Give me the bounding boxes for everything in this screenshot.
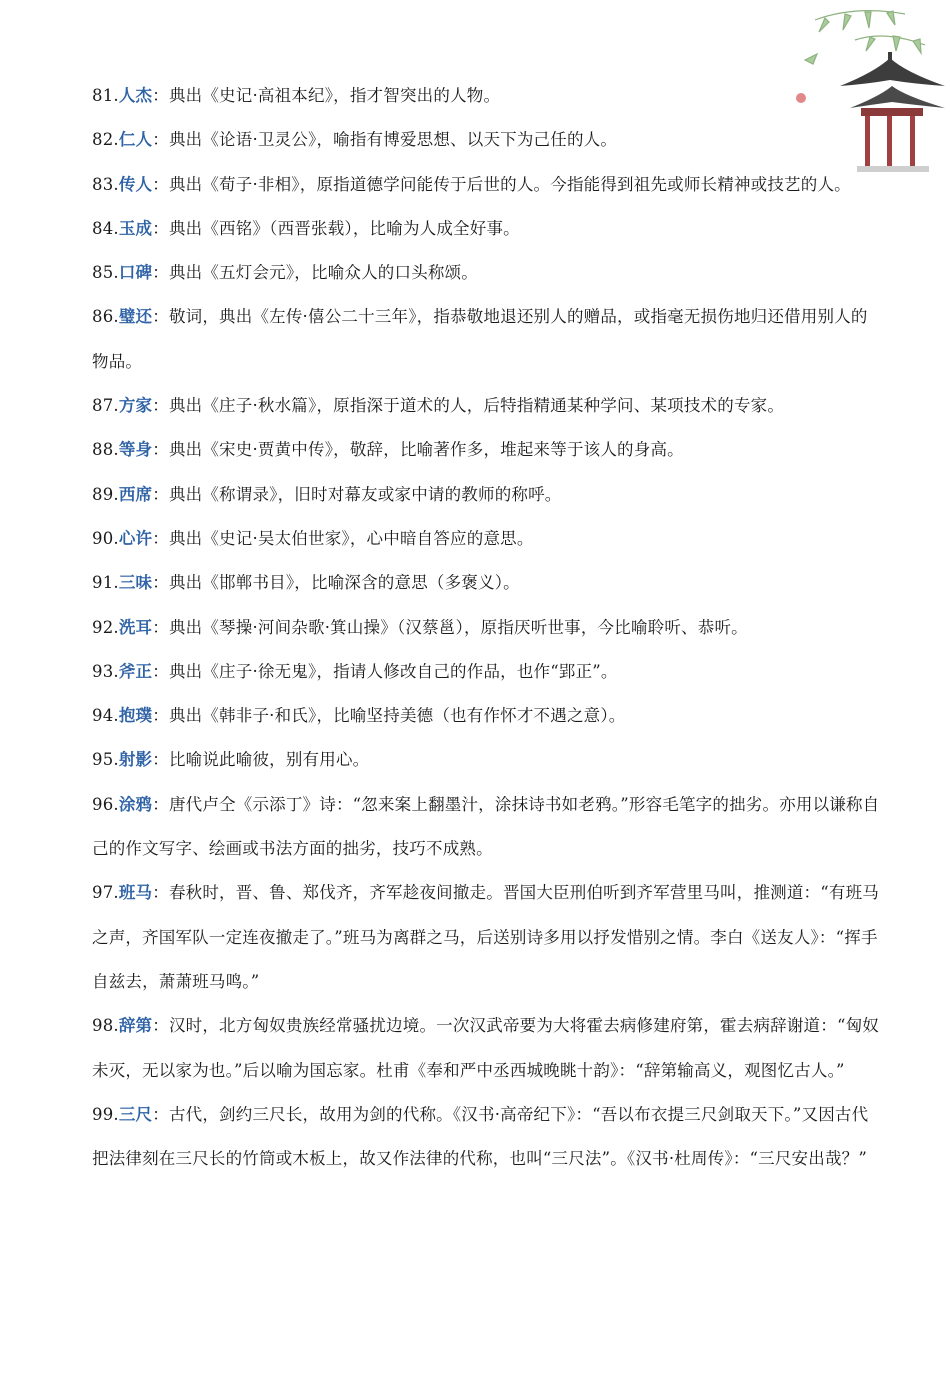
definition-text: ：典出《宋史·贾黄中传》，敬辞，比喻著作多，堆起来等于该人的身高。 bbox=[152, 440, 684, 460]
list-item: 90.心许：典出《史记·吴太伯世家》，心中暗自答应的意思。 bbox=[92, 528, 534, 548]
term-label: 传人 bbox=[118, 174, 153, 194]
term-label: 璧还 bbox=[118, 307, 153, 327]
list-item: 87.方家：典出《庄子·秋水篇》，原指深于道术的人，后特指精通某种学问、某项技术的专家。 bbox=[92, 396, 785, 416]
list-item: 83.传人：典出《荀子·非相》，原指道德学问能传于后世的人。今指能得到祖先或师长精神或技艺的人。 bbox=[92, 174, 851, 194]
definition-text: ：敬词，典出《左传·僖公二十三年》，指恭敬地退还别人的赠品，或指毫无损伤地归还借用别人的物品。 bbox=[92, 307, 868, 371]
idiom-list bbox=[92, 74, 882, 1181]
term-label: 玉成 bbox=[118, 218, 153, 238]
list-item: 96.涂鸦：唐代卢仝《示添丁》诗：“忽来案上翻墨汁，涂抹诗书如老鸦。”形容毛笔字的拙劣。亦用以谦称自己的作文写字、绘画或书法方面的拙劣，技巧不成熟。 bbox=[92, 794, 880, 859]
definition-text: ：典出《荀子·非相》，原指道德学问能传于后世的人。今指能得到祖先或师长精神或技艺的人。 bbox=[152, 174, 851, 194]
definition-text: ：典出《称谓录》，旧时对幕友或家中请的教师的称呼。 bbox=[152, 484, 562, 504]
definition-text: ：典出《论语·卫灵公》，喻指有博爱思想、以天下为己任的人。 bbox=[152, 130, 618, 150]
list-item: 95.射影：比喻说此喻彼，别有用心。 bbox=[92, 750, 370, 770]
list-item: 92.洗耳：典出《琴操·河间杂歌·箕山操》（汉蔡邕），原指厌听世事，今比喻聆听、恭听。 bbox=[92, 617, 748, 637]
term-label: 心许 bbox=[118, 528, 153, 548]
list-item: 99.三尺：古代，剑约三尺长，故用为剑的代称。《汉书·高帝纪下》：“吾以布衣提三尺剑取天下。”又因古代把法律刻在三尺长的竹筒或木板上，故又作法律的代称，也叫“三尺法”。《汉书·杜周传》：“三尺安出哉？” bbox=[92, 1104, 869, 1169]
list-item: 89.西席：典出《称谓录》，旧时对幕友或家中请的教师的称呼。 bbox=[92, 484, 562, 504]
list-item: 84.玉成：典出《西铭》（西晋张载），比喻为人成全好事。 bbox=[92, 218, 520, 238]
definition-text: ：春秋时，晋、鲁、郑伐齐，齐军趁夜间撤走。晋国大臣刑伯听到齐军营里马叫，推测道：“有班马之声，齐国军队一定连夜撤走了。”班马为离群之马，后送别诗多用以抒发惜别之情。李白《送友人》：“挥手自兹去，萧萧班马鸣。” bbox=[92, 883, 879, 991]
term-label: 西席 bbox=[118, 484, 153, 504]
term-label: 等身 bbox=[118, 440, 153, 460]
bamboo-leaves-icon bbox=[805, 11, 925, 64]
list-item: 86.璧还：敬词，典出《左传·僖公二十三年》，指恭敬地退还别人的赠品，或指毫无损伤地归还借用别人的物品。 bbox=[92, 307, 868, 371]
list-item: 81.人杰：典出《史记·高祖本纪》，指才智突出的人物。 bbox=[92, 86, 501, 105]
list-item: 85.口碑：典出《五灯会元》，比喻众人的口头称颂。 bbox=[92, 263, 478, 283]
list-item: 94.抱璞：典出《韩非子·和氏》，比喻坚持美德（也有作怀才不遇之意）。 bbox=[92, 706, 626, 726]
term-label: 涂鸦 bbox=[118, 794, 153, 814]
definition-text: ：典出《庄子·徐无鬼》，指请人修改自己的作品，也作“郢正”。 bbox=[152, 661, 618, 681]
definition-text: ：比喻说此喻彼，别有用心。 bbox=[152, 750, 370, 770]
definition-text: ：典出《五灯会元》，比喻众人的口头称颂。 bbox=[152, 263, 478, 283]
term-label: 三味 bbox=[118, 573, 153, 593]
list-item: 82.仁人：典出《论语·卫灵公》，喻指有博爱思想、以天下为己任的人。 bbox=[92, 130, 618, 150]
term-label: 方家 bbox=[118, 396, 153, 416]
list-item: 93.斧正：典出《庄子·徐无鬼》，指请人修改自己的作品，也作“郢正”。 bbox=[92, 661, 618, 681]
definition-text: ：典出《史记·高祖本纪》，指才智突出的人物。 bbox=[152, 86, 501, 105]
list-item: 98.辞第：汉时，北方匈奴贵族经常骚扰边境。一次汉武帝要为大将霍去病修建府第，霍去病辞谢道：“匈奴未灭，无以家为也。”后以喻为国忘家。杜甫《奉和严中丞西城晚眺十韵》：“辞第输高义，观图忆古人。” bbox=[92, 1016, 879, 1080]
definition-text: ：古代，剑约三尺长，故用为剑的代称。《汉书·高帝纪下》：“吾以布衣提三尺剑取天下。”又因古代把法律刻在三尺长的竹筒或木板上，故又作法律的代称，也叫“三尺法”。《汉书·杜周传》：“三尺安出哉？” bbox=[92, 1104, 869, 1169]
definition-text: ：典出《琴操·河间杂歌·箕山操》（汉蔡邕），原指厌听世事，今比喻聆听、恭听。 bbox=[152, 617, 748, 637]
term-label: 口碑 bbox=[118, 263, 153, 283]
list-item: 88.等身：典出《宋史·贾黄中传》，敬辞，比喻著作多，堆起来等于该人的身高。 bbox=[92, 440, 684, 460]
list-item: 97.班马：春秋时，晋、鲁、郑伐齐，齐军趁夜间撤走。晋国大臣刑伯听到齐军营里马叫，推测道：“有班马之声，齐国军队一定连夜撤走了。”班马为离群之马，后送别诗多用以抒发惜别之情。李白《送友人》：“挥手自兹去，萧萧班马鸣。” bbox=[92, 883, 879, 991]
term-label: 班马 bbox=[118, 883, 153, 903]
term-label: 三尺 bbox=[118, 1104, 153, 1124]
definition-text: ：唐代卢仝《示添丁》诗：“忽来案上翻墨汁，涂抹诗书如老鸦。”形容毛笔字的拙劣。亦用以谦称自己的作文写字、绘画或书法方面的拙劣，技巧不成熟。 bbox=[92, 794, 880, 859]
definition-text: ：汉时，北方匈奴贵族经常骚扰边境。一次汉武帝要为大将霍去病修建府第，霍去病辞谢道：“匈奴未灭，无以家为也。”后以喻为国忘家。杜甫《奉和严中丞西城晚眺十韵》：“辞第输高义，观图忆古人。” bbox=[92, 1016, 879, 1080]
definition-text: ：典出《西铭》（西晋张载），比喻为人成全好事。 bbox=[152, 218, 520, 238]
term-label: 射影 bbox=[118, 750, 153, 770]
definition-text: ：典出《庄子·秋水篇》，原指深于道术的人，后特指精通某种学问、某项技术的专家。 bbox=[152, 396, 785, 416]
definition-text: ：典出《韩非子·和氏》，比喻坚持美德（也有作怀才不遇之意）。 bbox=[152, 706, 626, 726]
term-label: 洗耳 bbox=[118, 617, 153, 637]
term-label: 斧正 bbox=[118, 661, 153, 681]
definition-text: ：典出《史记·吴太伯世家》，心中暗自答应的意思。 bbox=[152, 528, 534, 548]
term-label: 辞第 bbox=[118, 1016, 153, 1036]
term-label: 抱璞 bbox=[118, 706, 153, 726]
term-label: 人杰 bbox=[118, 86, 153, 105]
definition-text: ：典出《邯郸书目》，比喻深含的意思（多褒义）。 bbox=[152, 573, 520, 593]
term-label: 仁人 bbox=[118, 130, 153, 150]
list-item: 91.三味：典出《邯郸书目》，比喻深含的意思（多褒义）。 bbox=[92, 573, 520, 593]
